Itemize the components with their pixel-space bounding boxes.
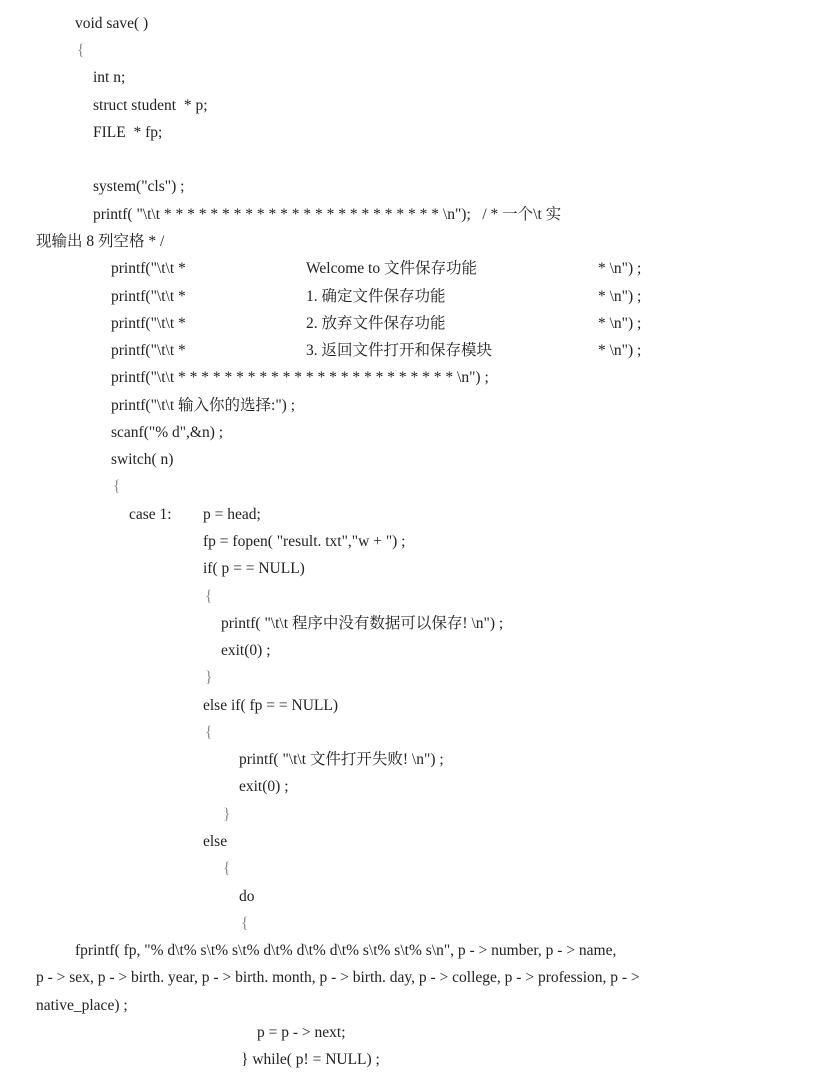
code-line: * \n") ;: [598, 288, 642, 305]
code-line: * \n") ;: [598, 260, 642, 277]
code-line: printf( "\t\t * * * * * * * * * * * * * * * * * * * * * * * * \n"); / * 一个\t 实: [93, 206, 562, 223]
code-brace: }: [205, 669, 213, 686]
code-line: case 1:: [129, 506, 172, 523]
code-line: void save( ): [75, 15, 149, 32]
code-line: 现输出 8 列空格 * /: [36, 233, 165, 250]
code-line: switch( n): [111, 451, 174, 468]
code-brace: }: [223, 806, 231, 823]
code-line: native_place) ;: [36, 997, 128, 1014]
code-line: * \n") ;: [598, 342, 642, 359]
menu-text: Welcome to 文件保存功能: [306, 260, 477, 277]
code-line: p = head;: [203, 506, 261, 523]
code-line: else: [203, 833, 228, 850]
code-line: * \n") ;: [598, 315, 642, 332]
code-brace: {: [205, 724, 213, 741]
code-line: printf("\t\t 输入你的选择:") ;: [111, 397, 296, 414]
code-line: exit(0) ;: [239, 778, 289, 795]
code-brace: {: [77, 42, 85, 59]
code-line: p - > sex, p - > birth. year, p - > birth. month, p - > birth. day, p - > college, p - > profession, p - >: [36, 969, 640, 986]
code-line: } while( p! = NULL) ;: [241, 1051, 380, 1068]
code-line: struct student * p;: [93, 97, 208, 114]
code-brace: {: [205, 588, 213, 605]
code-line: printf("\t\t *: [111, 315, 186, 332]
code-line: printf("\t\t *: [111, 288, 186, 305]
code-line: FILE * fp;: [93, 124, 163, 141]
code-line: else if( fp = = NULL): [203, 697, 338, 714]
code-line: scanf("% d",&n) ;: [111, 424, 224, 441]
code-line: printf( "\t\t 文件打开失败! \n") ;: [239, 751, 444, 768]
menu-text: 3. 返回文件打开和保存模块: [306, 342, 493, 359]
code-line: printf("\t\t * * * * * * * * * * * * * * * * * * * * * * * * \n") ;: [111, 369, 489, 386]
code-brace: {: [113, 478, 121, 495]
code-line: system("cls") ;: [93, 178, 185, 195]
code-line: printf("\t\t *: [111, 260, 186, 277]
code-brace: {: [241, 915, 249, 932]
code-line: if( p = = NULL): [203, 560, 305, 577]
code-line: fp = fopen( "result. txt","w + ") ;: [203, 533, 406, 550]
code-line: int n;: [93, 69, 126, 86]
code-line: do: [239, 888, 255, 905]
code-line: printf( "\t\t 程序中没有数据可以保存! \n") ;: [221, 615, 504, 632]
code-brace: {: [223, 860, 231, 877]
menu-text: 1. 确定文件保存功能: [306, 288, 446, 305]
menu-text: 2. 放弃文件保存功能: [306, 315, 446, 332]
code-line: printf("\t\t *: [111, 342, 186, 359]
code-line: fprintf( fp, "% d\t% s\t% s\t% d\t% d\t% d\t% s\t% s\t% s\n", p - > number, p - > name,: [75, 942, 617, 959]
code-line: p = p - > next;: [257, 1024, 346, 1041]
code-line: exit(0) ;: [221, 642, 271, 659]
